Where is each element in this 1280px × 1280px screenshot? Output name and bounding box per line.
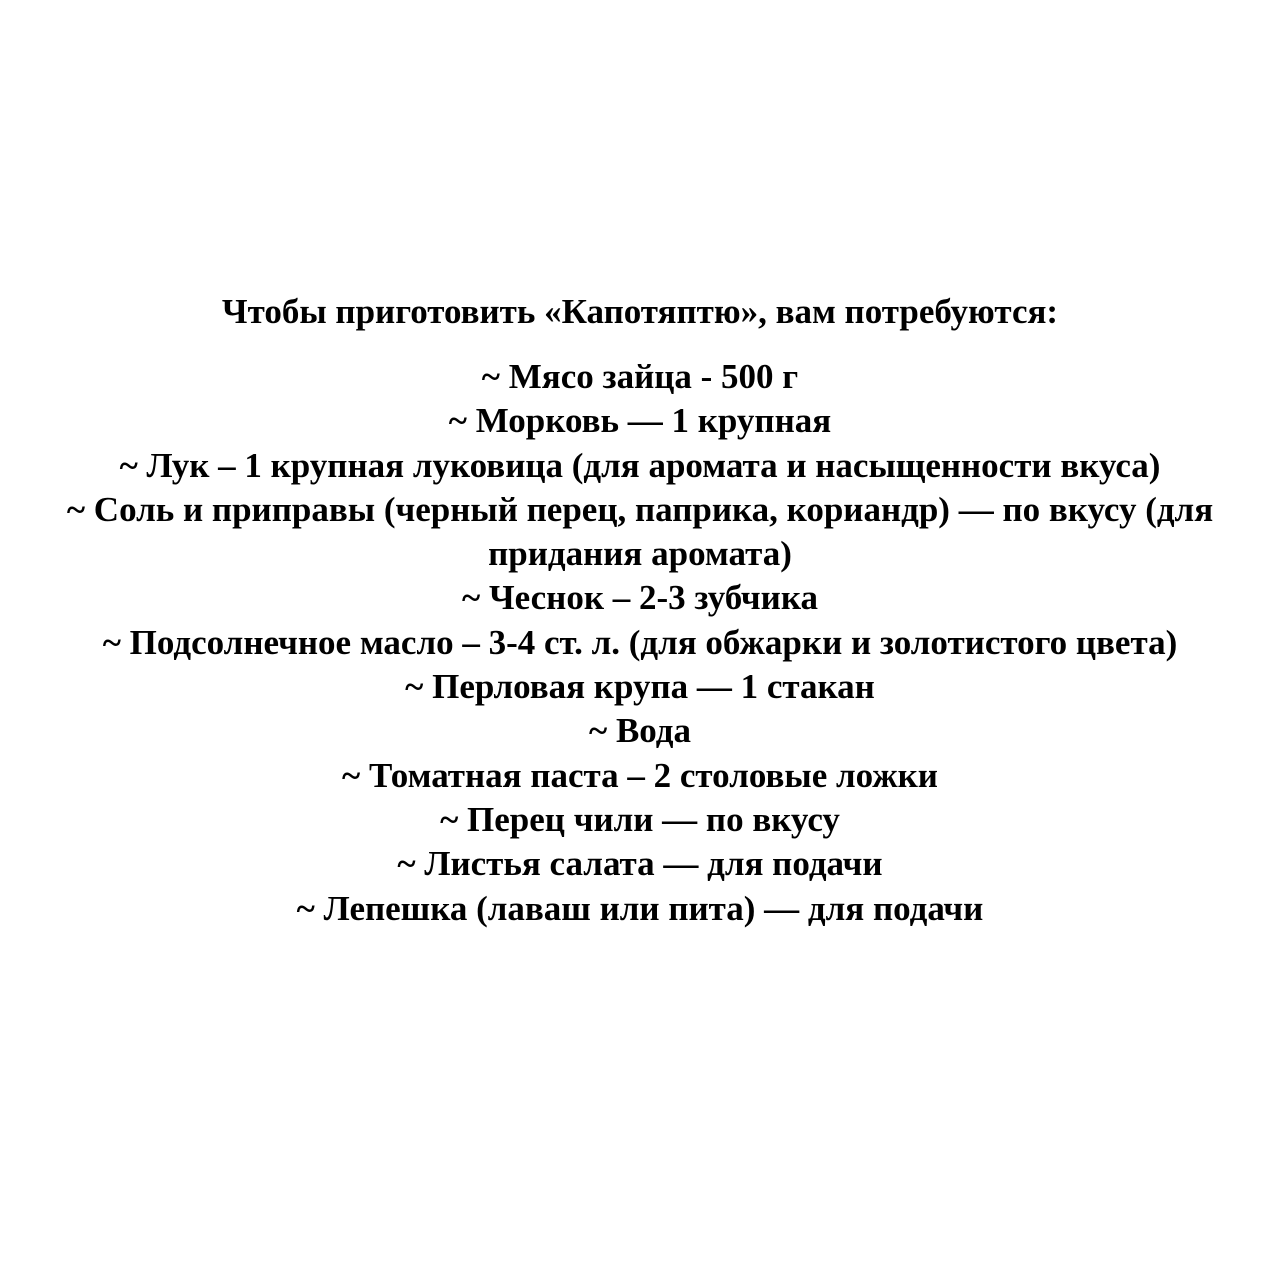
ingredient-item: ~ Подсолнечное масло – 3-4 ст. л. (для обжарки и золотистого цвета): [102, 622, 1178, 662]
ingredient-item: ~ Перловая крупа — 1 стакан: [405, 667, 875, 707]
recipe-heading: Чтобы приготовить «Капотяптю», вам потребуются:: [221, 292, 1059, 331]
ingredient-item: ~ Морковь — 1 крупная: [448, 401, 832, 441]
ingredient-item: ~ Мясо зайца - 500 г: [481, 357, 799, 396]
ingredient-item: ~ Листья салата — для подачи: [397, 844, 883, 884]
ingredient-list: [0, 355, 1280, 931]
ingredient-item: ~ Томатная паста – 2 столовые ложки: [342, 755, 938, 795]
ingredient-item: ~ Перец чили — по вкусу: [440, 799, 840, 839]
ingredient-item: ~ Чеснок – 2-3 зубчика: [462, 578, 818, 618]
ingredient-item: ~ Соль и приправы (черный перец, паприка, кориандр) — по вкусу (для придания аромата): [66, 489, 1214, 574]
ingredient-item: ~ Лук – 1 крупная луковица (для аромата и насыщенности вкуса): [119, 445, 1161, 485]
ingredient-item: ~ Лепешка (лаваш или пита) — для подачи: [296, 888, 984, 928]
ingredient-item: ~ Вода: [589, 711, 691, 751]
